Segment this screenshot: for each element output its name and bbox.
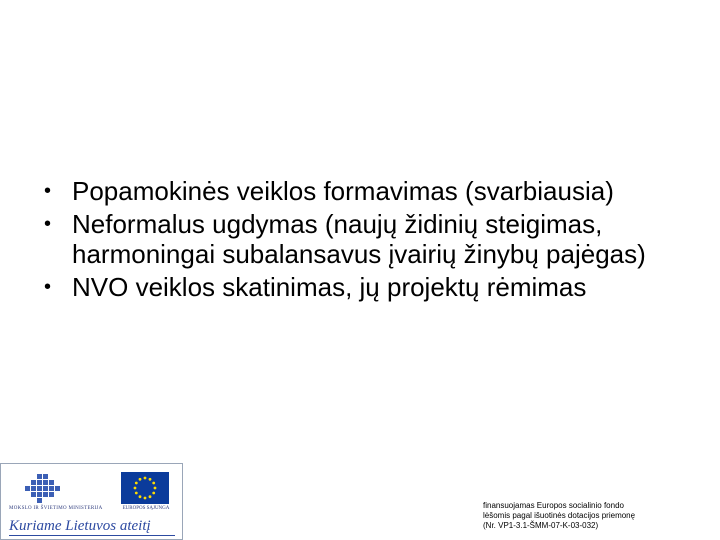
bullet-item bbox=[40, 272, 680, 302]
funding-line: lėšomis pagal išuotinės dotacijos priemonę bbox=[483, 511, 636, 520]
bullet-marker: • bbox=[44, 276, 52, 298]
bullet-marker: • bbox=[44, 213, 52, 235]
bullet-marker: • bbox=[44, 180, 52, 202]
funding-note bbox=[483, 501, 713, 531]
eu-flag-icon bbox=[121, 472, 169, 504]
slogan: Kuriame Lietuvos ateitį bbox=[9, 518, 151, 534]
bullet-text: NVO veiklos skatinimas, jų projektų rėmimas bbox=[72, 272, 587, 302]
funding-line: (Nr. VP1-3.1-ŠMM-07-K-03-032) bbox=[483, 521, 599, 530]
bullet-item bbox=[40, 209, 680, 269]
project-logo bbox=[0, 463, 183, 540]
bullet-list bbox=[40, 176, 680, 305]
eu-label: EUROPOS SĄJUNGA bbox=[122, 506, 170, 511]
slogan-underline bbox=[9, 535, 175, 536]
bullet-item bbox=[40, 176, 680, 206]
ministry-grid-logo-icon bbox=[25, 474, 65, 504]
ministry-name: MOKSLO IR ŠVIETIMO MINISTERIJA bbox=[9, 506, 103, 511]
bullet-text: Neformalus ugdymas (naujų židinių steigimas, harmoningai subalansavus įvairių žinybų pajėgas) bbox=[72, 209, 646, 269]
bullet-text: Popamokinės veiklos formavimas (svarbiausia) bbox=[72, 176, 614, 206]
funding-line: finansuojamas Europos socialinio fondo bbox=[483, 501, 624, 510]
